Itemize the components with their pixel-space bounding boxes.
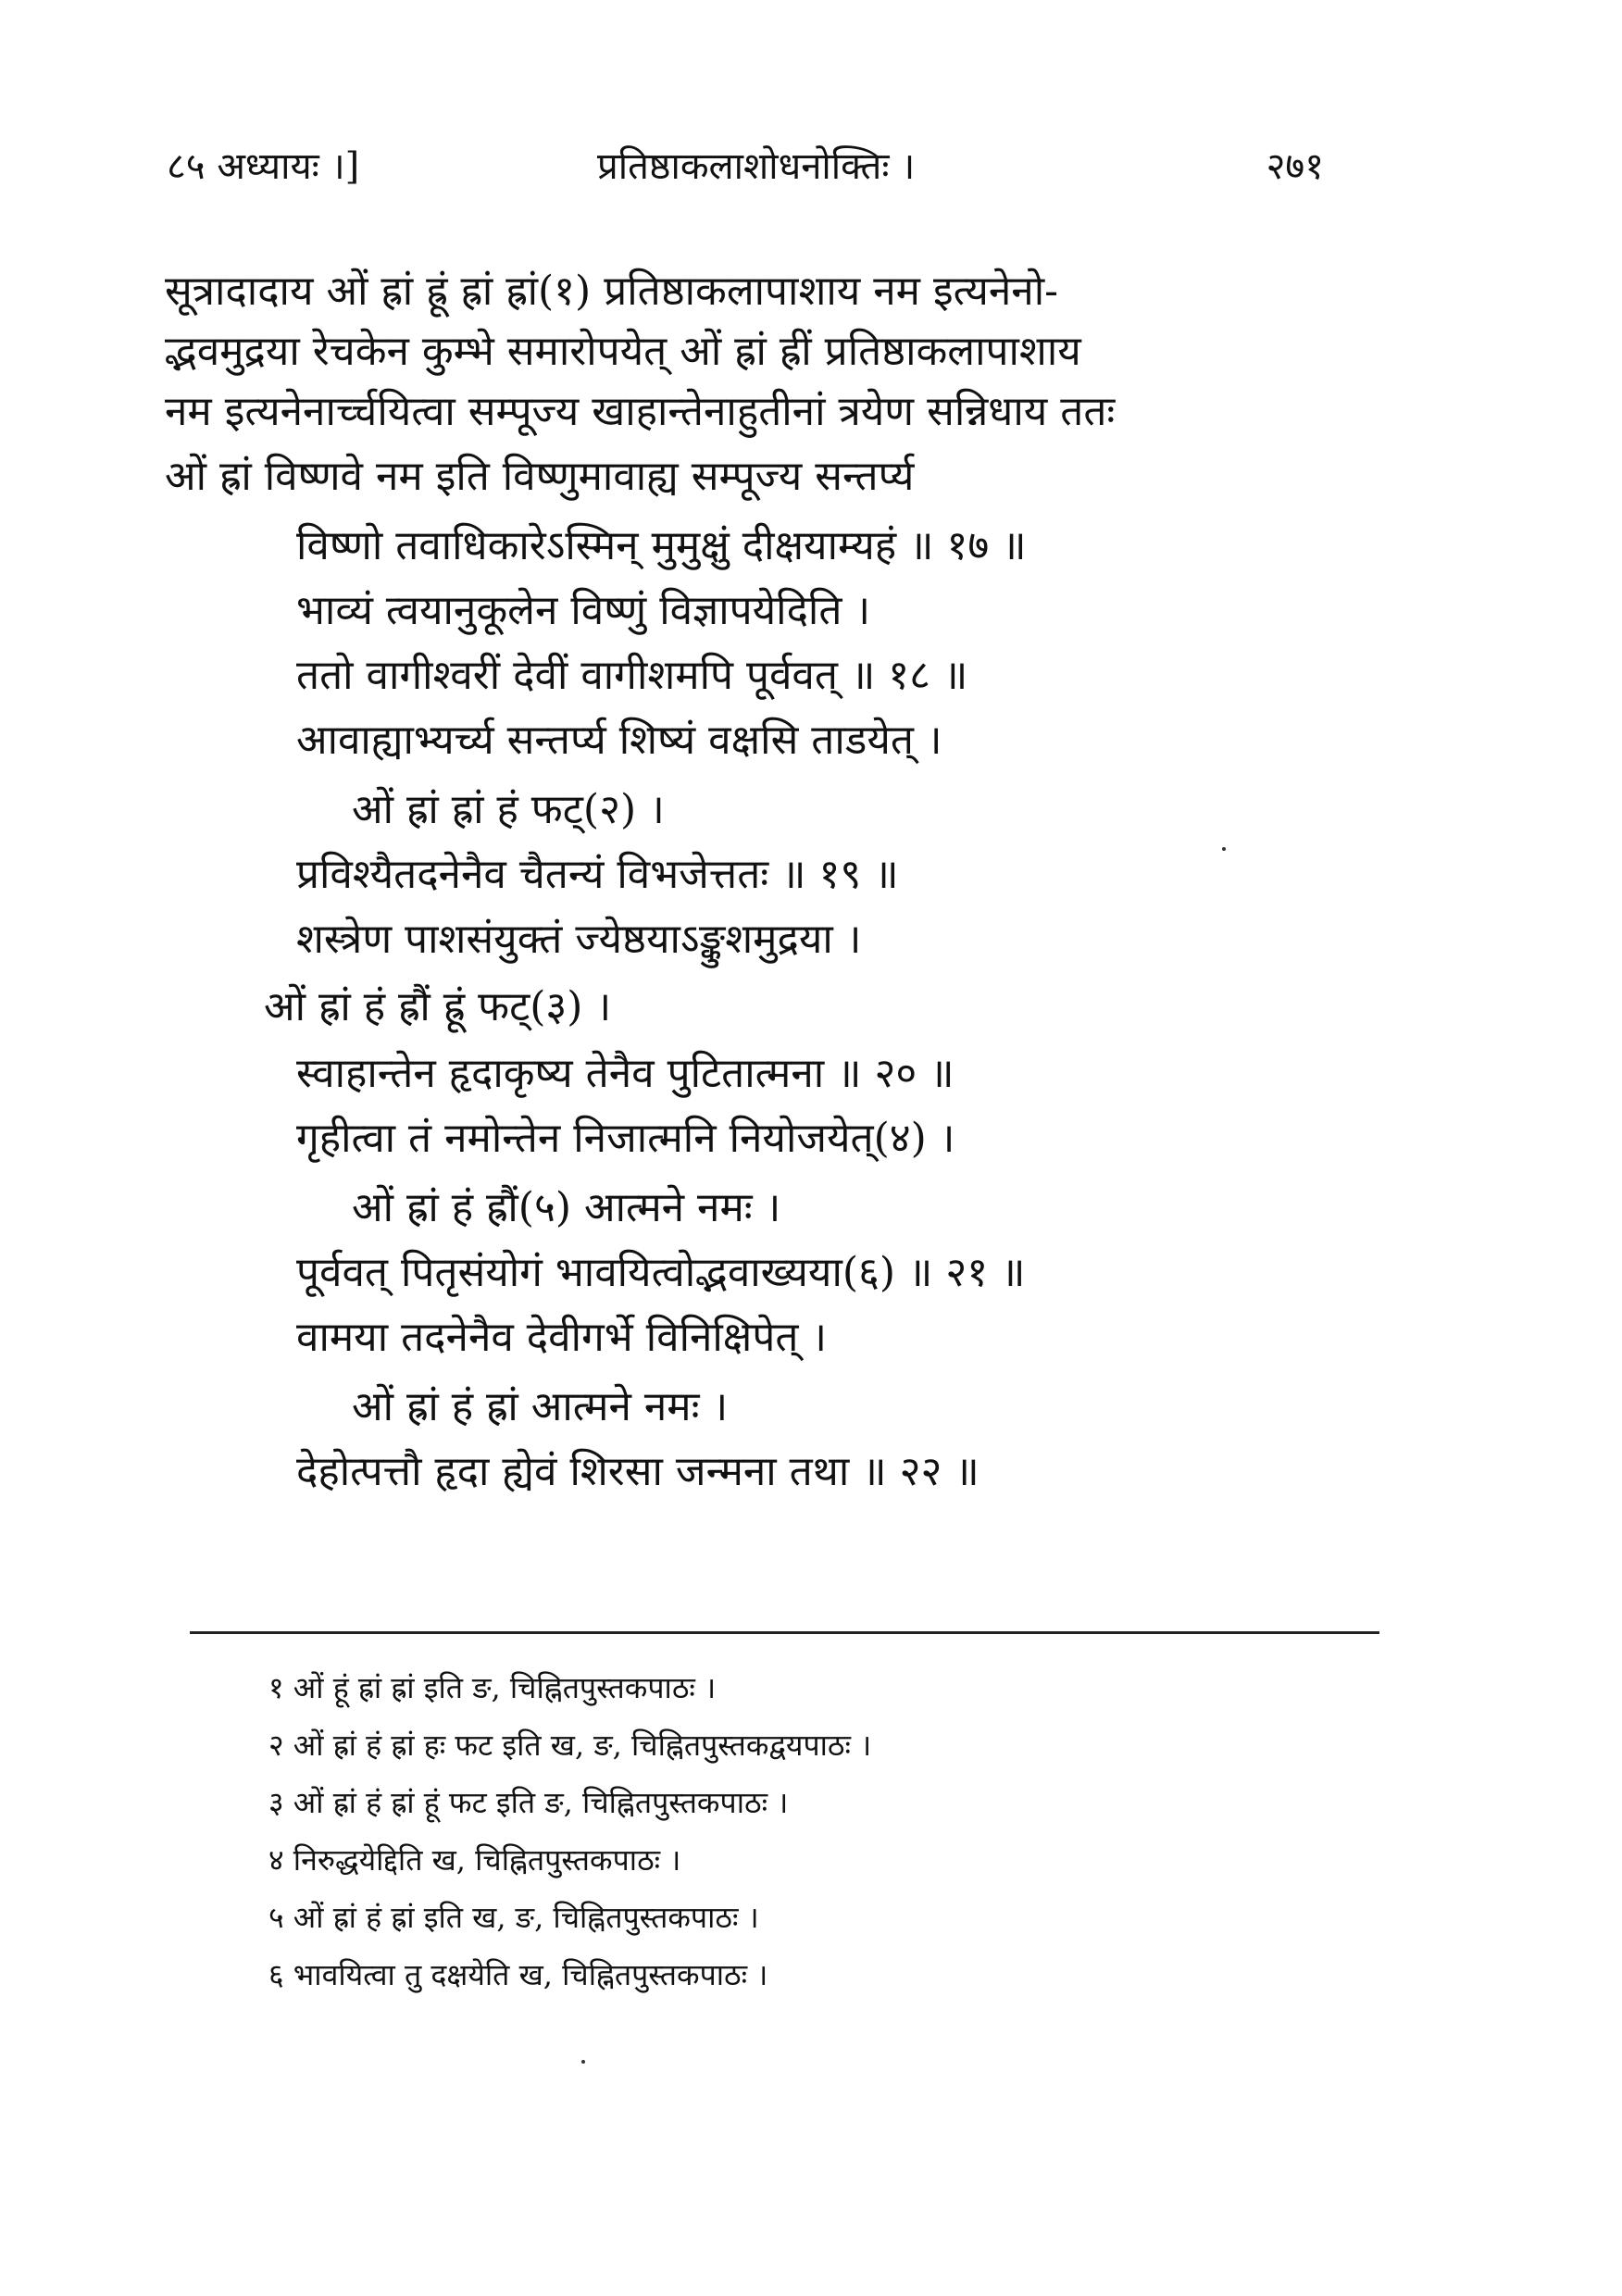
chapter-label: ८५ अध्यायः ।] xyxy=(167,145,360,188)
verse-line: वामया तदनेनैव देवीगर्भे विनिक्षिपेत् । xyxy=(296,1314,828,1361)
verse-line: गृहीत्वा तं नमोन्तेन निजात्मनि नियोजयेत्(४) । xyxy=(296,1115,955,1162)
footnote: १ ओं हूं ह्रां ह्रां इति ङ, चिह्नितपुस्तकपाठः । xyxy=(268,1670,717,1705)
mantra-line: ओं ह्रां हं ह्रौं ह्रूं फट्(३) । xyxy=(264,983,612,1030)
section-title: प्रतिष्ठाकलाशोधनोक्तिः । xyxy=(597,145,916,188)
footnote-divider xyxy=(190,1631,1379,1634)
running-header xyxy=(167,139,1324,204)
verse-line: ततो वागीश्वरीं देवीं वागीशमपि पूर्ववत् ॥ १८ ॥ xyxy=(296,652,968,699)
verse-line: भाव्यं त्वयानुकूलेन विष्णुं विज्ञापयेदिति । xyxy=(296,587,871,634)
mantra-line: ओं ह्रां हं ह्रां आत्मने नमः । xyxy=(352,1383,729,1430)
page-number: २७१ xyxy=(1266,145,1324,188)
verse-line: पूर्ववत् पितृसंयोगं भावयित्वोद्भवाख्यया(६) ॥ २१ ॥ xyxy=(296,1249,1026,1296)
prose-line: द्भवमुद्रया रेचकेन कुम्भे समारोपयेत् ओं ह्रां ह्रीं प्रतिष्ठाकलापाशाय xyxy=(165,328,1081,375)
verse-line: स्वाहान्तेन हृदाकृष्य तेनैव पुटितात्मना ॥ २० ॥ xyxy=(296,1050,954,1097)
prose-line: नम इत्यनेनार्च्चयित्वा सम्पूज्य खाहान्तेनाहुतीनां त्रयेण सन्निधाय ततः xyxy=(165,388,1116,435)
verse-line: आवाह्याभ्यर्च्य सन्तर्प्य शिष्यं वक्षसि ताडयेत् । xyxy=(296,717,942,764)
footnote: ६ भावयित्वा तु दक्षयेति ख, चिह्नितपुस्तकपाठः । xyxy=(268,1957,768,1992)
footnote: ४ निरुद्धयेद्दिति ख, चिह्नितपुस्तकपाठः । xyxy=(268,1842,681,1878)
scan-speck xyxy=(581,2060,585,2064)
prose-line: सूत्रादादाय ओं ह्रां ह्रूं ह्रां ह्रां(१) प्रतिष्ठाकलापाशाय नम इत्यनेनो- xyxy=(165,268,1058,315)
verse-line: देहोत्पत्तौ हृदा ह्येवं शिरसा जन्मना तथा ॥ २२ ॥ xyxy=(296,1448,979,1495)
footnote: २ ओं ह्रां हं ह्रां हः फट इति ख, ङ, चिह्नितपुस्तकद्वयपाठः । xyxy=(268,1728,872,1763)
footnote: ३ ओं ह्रां हं ह्रां हूं फट इति ङ, चिह्नितपुस्तकपाठः । xyxy=(268,1785,789,1820)
verse-line: शस्त्रेण पाशसंयुक्तं ज्येष्ठयाऽङ्कुशमुद्रया । xyxy=(296,916,862,963)
verse-line: प्रविश्यैतदनेनैव चैतन्यं विभजेत्ततः ॥ १९ ॥ xyxy=(296,851,899,898)
mantra-line: ओं ह्रां हं ह्रौं(५) आत्मने नमः । xyxy=(352,1184,781,1231)
mantra-line: ओं ह्रां ह्रां हं फट्(२) । xyxy=(352,786,665,833)
footnote: ५ ओं ह्रां हं ह्रां इति ख, ङ, चिह्नितपुस्तकपाठः । xyxy=(268,1900,759,1935)
verse-line: विष्णो तवाधिकारेऽस्मिन् मुमुक्षुं दीक्षयाम्यहं ॥ १७ ॥ xyxy=(296,522,1027,569)
prose-line: ओं ह्रां विष्णवे नम इति विष्णुमावाह्य सम्पूज्य सन्तर्प्य xyxy=(165,453,915,500)
scan-speck xyxy=(1222,847,1226,851)
